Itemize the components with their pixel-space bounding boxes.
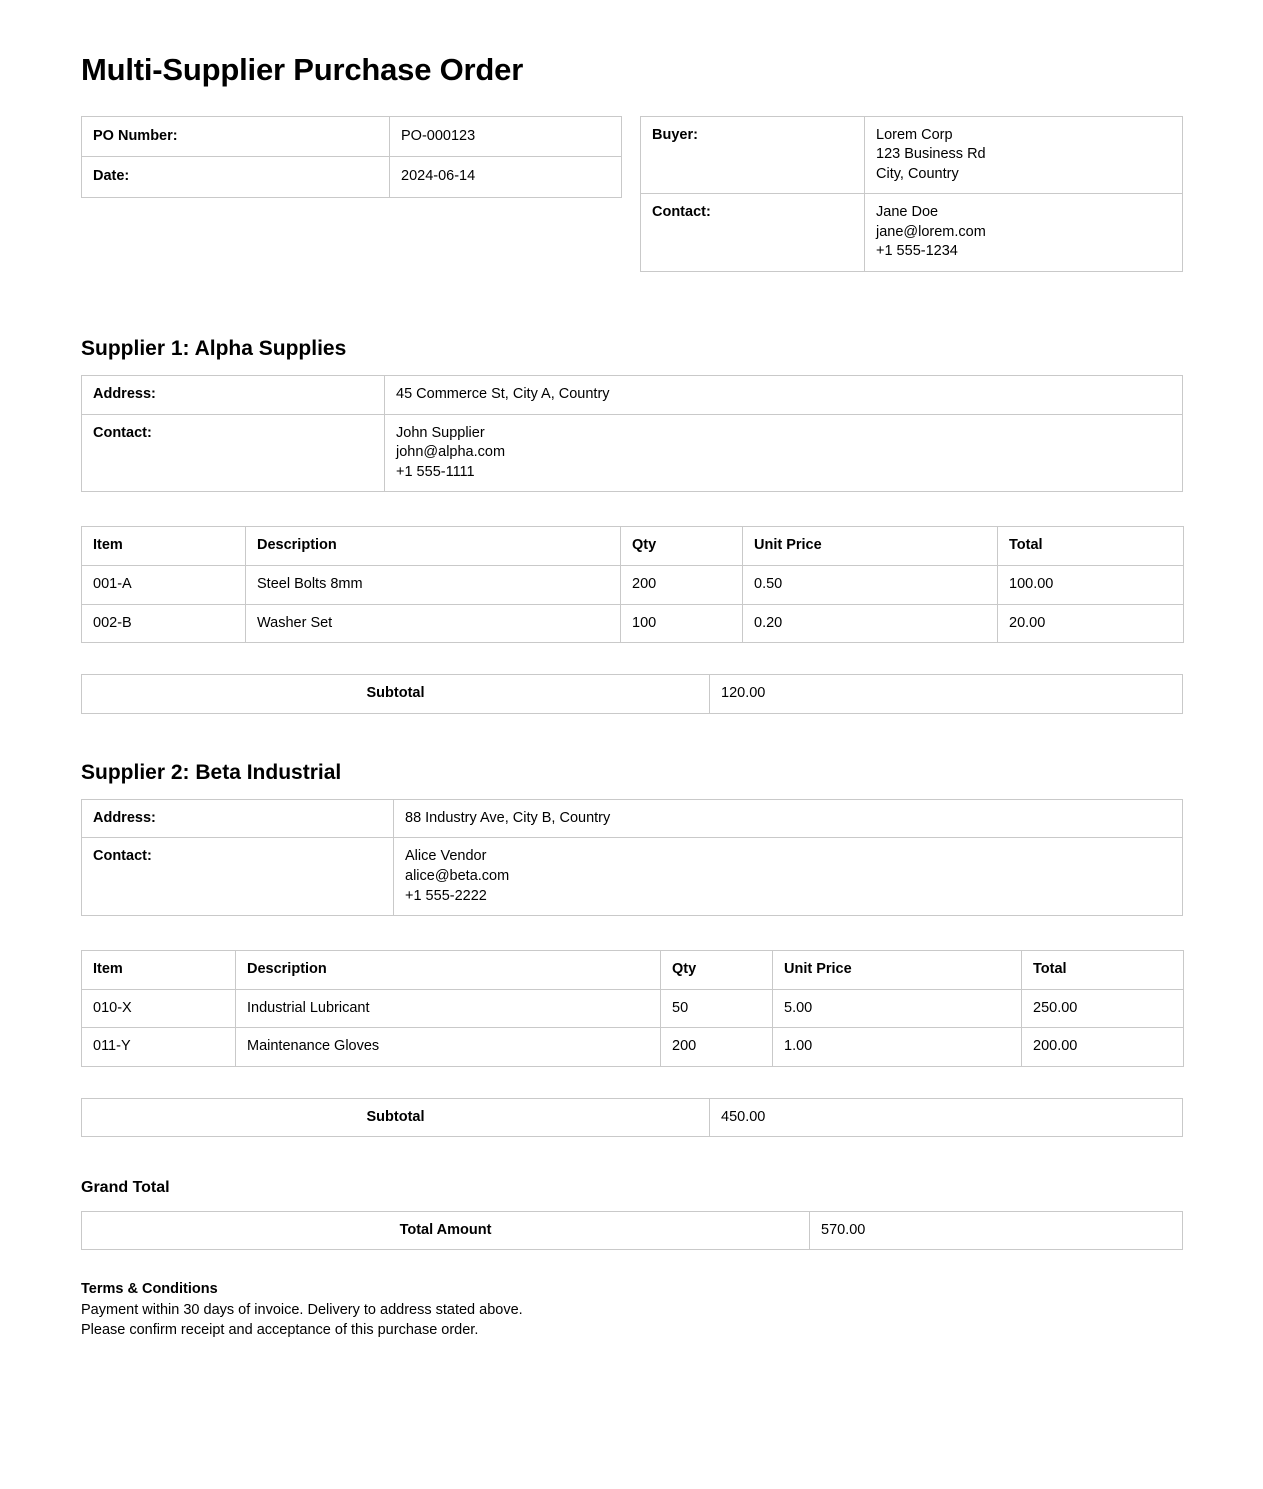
col-header-description: Description <box>236 951 661 990</box>
grand-total-label: Total Amount <box>82 1211 810 1250</box>
terms-heading: Terms & Conditions <box>81 1281 218 1298</box>
col-header-total: Total <box>1022 951 1184 990</box>
cell-unit-price: 5.00 <box>773 989 1022 1028</box>
cell-item: 002-B <box>82 604 246 643</box>
supplier-1-subtotal-value: 120.00 <box>710 675 1183 714</box>
grand-total-table <box>81 1211 1183 1251</box>
table-row <box>82 799 1183 838</box>
supplier-2-heading: Supplier 2: Beta Industrial <box>81 760 342 784</box>
table-row <box>82 604 1184 643</box>
supplier-1-contact-email: john@alpha.com <box>396 444 506 461</box>
table-row <box>82 1211 1183 1250</box>
col-header-item: Item <box>82 527 246 566</box>
cell-unit-price: 1.00 <box>773 1028 1022 1067</box>
supplier-1-items-table <box>81 526 1184 643</box>
buyer-value <box>865 116 1183 194</box>
buyer-contact-label: Contact: <box>641 194 865 272</box>
cell-total: 250.00 <box>1022 989 1184 1028</box>
cell-total: 20.00 <box>998 604 1184 643</box>
supplier-1-subtotal-label: Subtotal <box>82 675 710 714</box>
table-row <box>82 675 1183 714</box>
supplier-1-address-label: Address: <box>82 376 385 415</box>
supplier-1-contact-phone: +1 555-1111 <box>396 463 475 480</box>
supplier-2-info-table <box>81 799 1183 916</box>
cell-item: 011-Y <box>82 1028 236 1067</box>
table-row <box>82 838 1183 916</box>
supplier-2-subtotal-value: 450.00 <box>710 1098 1183 1137</box>
table-row <box>82 116 622 157</box>
header-tables <box>81 116 1183 272</box>
table-header-row <box>82 527 1184 566</box>
col-header-unit-price: Unit Price <box>743 527 998 566</box>
buyer-contact-email: jane@lorem.com <box>876 223 986 240</box>
table-row <box>82 1098 1183 1137</box>
table-row <box>82 157 622 198</box>
po-number-label: PO Number: <box>82 116 390 157</box>
supplier-2-address-value: 88 Industry Ave, City B, Country <box>394 799 1183 838</box>
terms-and-conditions <box>81 1279 1183 1340</box>
cell-unit-price: 0.50 <box>743 566 998 605</box>
section-spacer <box>81 714 1183 760</box>
table-row <box>641 116 1183 194</box>
col-header-unit-price: Unit Price <box>773 951 1022 990</box>
buyer-meta-table <box>640 116 1183 272</box>
table-row <box>82 376 1183 415</box>
cell-qty: 100 <box>621 604 743 643</box>
col-header-item: Item <box>82 951 236 990</box>
table-row <box>82 989 1184 1028</box>
buyer-label: Buyer: <box>641 116 865 194</box>
cell-qty: 200 <box>661 1028 773 1067</box>
buyer-line-1: Lorem Corp <box>876 126 953 143</box>
supplier-2-contact-label: Contact: <box>82 838 394 916</box>
supplier-1-heading: Supplier 1: Alpha Supplies <box>81 337 347 361</box>
supplier-1-subtotal-table <box>81 674 1183 714</box>
supplier-2-contact-phone: +1 555-2222 <box>405 887 487 904</box>
table-row <box>82 414 1183 492</box>
cell-description: Steel Bolts 8mm <box>246 566 621 605</box>
cell-qty: 50 <box>661 989 773 1028</box>
supplier-1-address-value: 45 Commerce St, City A, Country <box>385 376 1183 415</box>
cell-description: Maintenance Gloves <box>236 1028 661 1067</box>
table-row <box>82 1028 1184 1067</box>
table-row <box>641 194 1183 272</box>
terms-line-2: Please confirm receipt and acceptance of this purchase order. <box>81 1322 479 1339</box>
grand-total-value: 570.00 <box>810 1211 1183 1250</box>
buyer-contact-phone: +1 555-1234 <box>876 243 958 260</box>
supplier-1-contact-label: Contact: <box>82 414 385 492</box>
cell-description: Washer Set <box>246 604 621 643</box>
page-title: Multi-Supplier Purchase Order <box>81 52 524 87</box>
supplier-1-contact-name: John Supplier <box>396 424 485 441</box>
table-row <box>82 566 1184 605</box>
cell-item: 010-X <box>82 989 236 1028</box>
supplier-2-contact-email: alice@beta.com <box>405 868 510 885</box>
supplier-2-address-label: Address: <box>82 799 394 838</box>
supplier-2-subtotal-table <box>81 1098 1183 1138</box>
grand-total-heading: Grand Total <box>81 1179 170 1197</box>
buyer-contact-value <box>865 194 1183 272</box>
date-label: Date: <box>82 157 390 198</box>
terms-line-1: Payment within 30 days of invoice. Delivery to address stated above. <box>81 1302 523 1319</box>
cell-unit-price: 0.20 <box>743 604 998 643</box>
col-header-description: Description <box>246 527 621 566</box>
supplier-1-contact-value <box>385 414 1183 492</box>
supplier-2-items-table <box>81 950 1184 1067</box>
po-meta-table <box>81 116 622 198</box>
col-header-qty: Qty <box>621 527 743 566</box>
supplier-2-subtotal-label: Subtotal <box>82 1098 710 1137</box>
col-header-total: Total <box>998 527 1184 566</box>
buyer-contact-name: Jane Doe <box>876 204 939 221</box>
table-header-row <box>82 951 1184 990</box>
buyer-line-2: 123 Business Rd <box>876 146 986 163</box>
supplier-2-contact-value <box>394 838 1183 916</box>
supplier-1-info-table <box>81 375 1183 492</box>
cell-total: 200.00 <box>1022 1028 1184 1067</box>
cell-item: 001-A <box>82 566 246 605</box>
date-value: 2024-06-14 <box>390 157 622 198</box>
supplier-2-contact-name: Alice Vendor <box>405 848 487 865</box>
section-spacer <box>81 1137 1183 1178</box>
po-number-value: PO-000123 <box>390 116 622 157</box>
cell-total: 100.00 <box>998 566 1184 605</box>
col-header-qty: Qty <box>661 951 773 990</box>
cell-description: Industrial Lubricant <box>236 989 661 1028</box>
buyer-line-3: City, Country <box>876 165 959 182</box>
cell-qty: 200 <box>621 566 743 605</box>
